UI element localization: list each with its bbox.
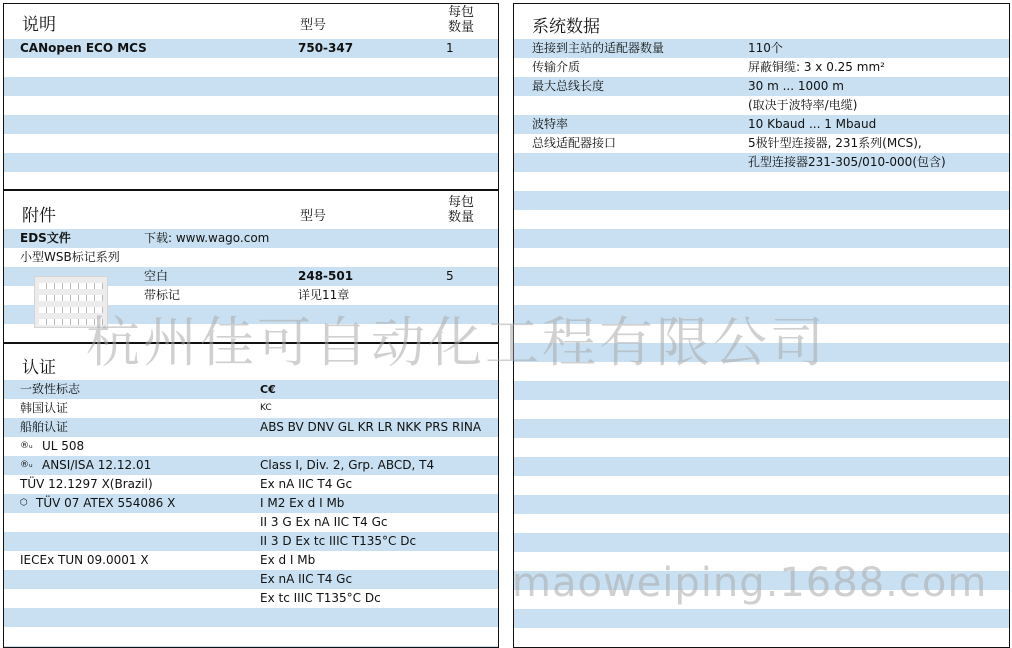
product-qty: 1 [446,41,454,55]
accessories-qty-header: 每包 数量 [448,195,475,225]
cert-value: Ex tc IIIC T135°C Dc [260,591,381,605]
product-name: CANopen ECO MCS [20,41,147,55]
cert-value: Ex nA IIC T4 Gc [260,477,353,491]
wsb-blank-label: 空白 [144,269,169,283]
cert-label: 船舶认证 [20,420,69,434]
cert-value: Ex nA IIC T4 Gc [260,572,353,586]
wsb-series-title: 小型WSB标记系列 [20,250,120,264]
spec-label: 总线适配器接口 [532,136,617,150]
eds-download-link[interactable]: 下载: www.wago.com [144,231,270,245]
spec-value: 屏蔽铜缆: 3 x 0.25 mm² [748,60,885,74]
eds-file-label: EDS文件 [20,231,71,245]
wsb-marked-label: 带标记 [144,288,181,302]
spec-value: 5极针型连接器, 231系列(MCS), [748,136,922,150]
wsb-blank-model: 248-501 [298,269,354,283]
right-panel [513,3,1010,648]
desc-title: 说明 [22,15,56,35]
spec-label: 连接到主站的适配器数量 [532,41,665,55]
accessories-header [4,191,498,229]
wsb-marker-image [34,276,108,328]
wsb-blank-qty: 5 [446,269,454,283]
cert-label: 一致性标志 [20,382,81,396]
ex-mark-icon: ⬡ [20,498,28,508]
cert-label: 韩国认证 [20,401,69,415]
cert-value: Ex d I Mb [260,553,316,567]
cert-value: Class I, Div. 2, Grp. ABCD, T4 [260,458,435,472]
desc-header [4,4,498,39]
desc-qty-header: 每包 数量 [448,5,475,35]
spec-label: 最大总线长度 [532,79,605,93]
spec-value: 110个 [748,41,783,55]
cert-label: IECEx TUN 09.0001 X [20,553,149,567]
spec-label: 波特率 [532,117,569,131]
system-data-header [514,4,1009,39]
desc-stripes [4,39,498,189]
spec-value: 10 Kbaud ... 1 Mbaud [748,117,877,131]
ce-mark-icon: C€ [260,383,276,396]
cert-label: TÜV 12.1297 X(Brazil) [20,477,153,491]
spec-label: 传输介质 [532,60,581,74]
spec-value: (取决于波特率/电缆) [748,98,858,112]
cert-header [4,344,498,380]
accessories-model-header: 型号 [300,209,327,224]
left-panel [3,3,499,648]
cert-value: II 3 G Ex nA IIC T4 Gc [260,515,388,529]
cert-value: II 3 D Ex tc IIIC T135°C Dc [260,534,417,548]
cert-label: TÜV 07 ATEX 554086 X [36,496,176,510]
system-data-title: 系统数据 [532,17,600,37]
ul-listed-icon: ®ᵤ [20,460,33,470]
ul-listed-icon: ®ᵤ [20,441,33,451]
wsb-marked-model: 详见11章 [298,288,350,302]
product-model: 750-347 [298,41,354,55]
spec-value: 孔型连接器231-305/010-000(包含) [748,155,946,169]
cert-value: I M2 Ex d I Mb [260,496,345,510]
company-watermark: 杭州佳可自动化工程有限公司 [86,311,827,374]
cert-label: UL 508 [42,439,85,453]
cert-title: 认证 [22,358,56,378]
cert-label: ANSI/ISA 12.12.01 [42,458,152,472]
accessories-title: 附件 [22,206,56,226]
spec-value: 30 m ... 1000 m [748,79,844,93]
kc-mark-icon: KC [260,403,272,413]
desc-model-header: 型号 [300,18,327,33]
url-watermark: maoweiping.1688.com [512,560,988,606]
cert-value: ABS BV DNV GL KR LR NKK PRS RINA [260,420,482,434]
